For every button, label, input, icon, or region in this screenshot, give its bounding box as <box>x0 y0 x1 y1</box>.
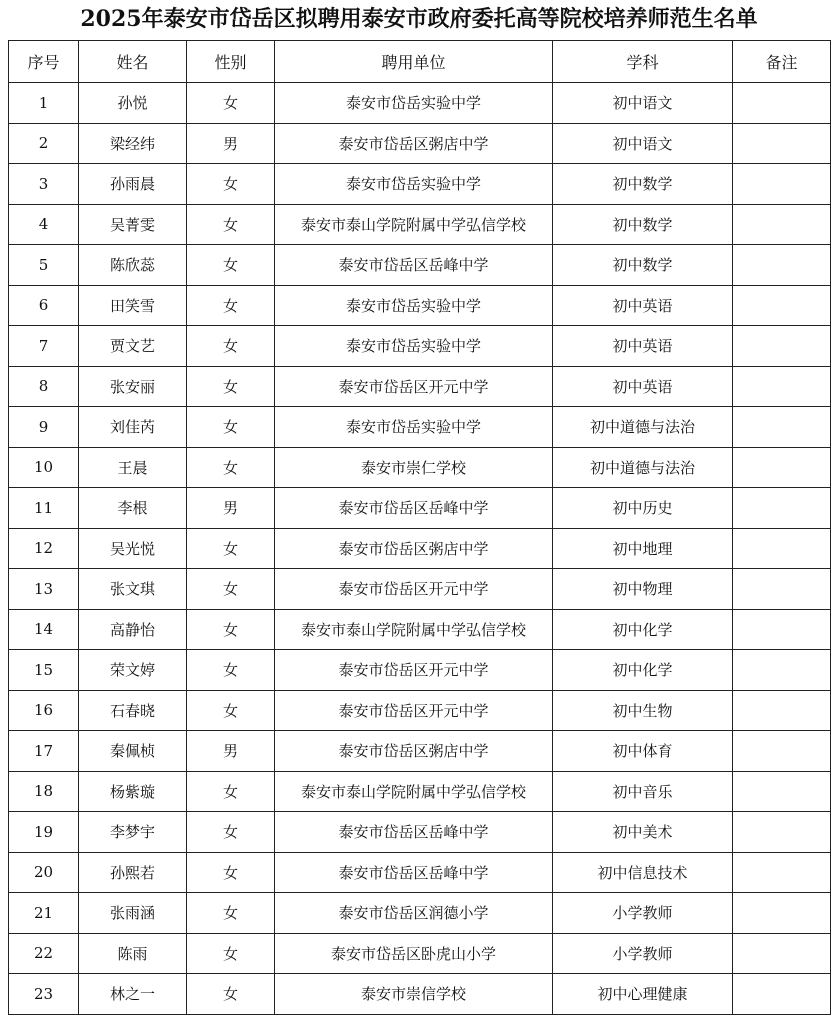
table-row <box>9 771 831 812</box>
employing-unit: 泰安市岱岳区开元中学 <box>275 569 553 610</box>
employing-unit: 泰安市岱岳区岳峰中学 <box>275 488 553 529</box>
row-index: 5 <box>9 245 79 286</box>
table-row <box>9 164 831 205</box>
gender: 男 <box>187 123 275 164</box>
row-index: 17 <box>9 731 79 772</box>
employing-unit: 泰安市泰山学院附属中学弘信学校 <box>275 609 553 650</box>
gender: 女 <box>187 690 275 731</box>
table-row <box>9 447 831 488</box>
row-index: 4 <box>9 204 79 245</box>
remark <box>733 893 831 934</box>
subject: 初中心理健康 <box>553 974 733 1015</box>
gender: 女 <box>187 650 275 691</box>
row-index: 14 <box>9 609 79 650</box>
table-row <box>9 650 831 691</box>
subject: 初中历史 <box>553 488 733 529</box>
page-title: 2025年泰安市岱岳区拟聘用泰安市政府委托高等院校培养师范生名单 <box>80 6 758 32</box>
person-name: 孙熙若 <box>79 852 187 893</box>
row-index: 1 <box>9 83 79 124</box>
subject: 初中信息技术 <box>553 852 733 893</box>
subject: 初中物理 <box>553 569 733 610</box>
table-row <box>9 609 831 650</box>
subject: 初中英语 <box>553 326 733 367</box>
gender: 女 <box>187 447 275 488</box>
remark <box>733 83 831 124</box>
gender: 女 <box>187 326 275 367</box>
remark <box>733 974 831 1015</box>
person-name: 秦佩桢 <box>79 731 187 772</box>
roster-table <box>8 40 831 1015</box>
employing-unit: 泰安市岱岳区粥店中学 <box>275 731 553 772</box>
subject: 小学教师 <box>553 933 733 974</box>
person-name: 吴菁雯 <box>79 204 187 245</box>
remark <box>733 204 831 245</box>
person-name: 梁经纬 <box>79 123 187 164</box>
remark <box>733 326 831 367</box>
subject: 初中音乐 <box>553 771 733 812</box>
row-index: 11 <box>9 488 79 529</box>
remark <box>733 407 831 448</box>
person-name: 田笑雪 <box>79 285 187 326</box>
table-row <box>9 326 831 367</box>
person-name: 杨紫璇 <box>79 771 187 812</box>
person-name: 李梦宇 <box>79 812 187 853</box>
subject: 初中生物 <box>553 690 733 731</box>
employing-unit: 泰安市崇仁学校 <box>275 447 553 488</box>
row-index: 8 <box>9 366 79 407</box>
person-name: 张雨涵 <box>79 893 187 934</box>
row-index: 9 <box>9 407 79 448</box>
subject: 初中语文 <box>553 123 733 164</box>
col-name-header: 姓名 <box>79 41 187 83</box>
employing-unit: 泰安市岱岳区岳峰中学 <box>275 812 553 853</box>
table-row <box>9 812 831 853</box>
table-row <box>9 285 831 326</box>
table-row <box>9 123 831 164</box>
gender: 女 <box>187 83 275 124</box>
employing-unit: 泰安市岱岳区开元中学 <box>275 650 553 691</box>
subject: 初中道德与法治 <box>553 447 733 488</box>
person-name: 林之一 <box>79 974 187 1015</box>
subject: 初中化学 <box>553 650 733 691</box>
employing-unit: 泰安市岱岳区粥店中学 <box>275 528 553 569</box>
person-name: 刘佳芮 <box>79 407 187 448</box>
row-index: 20 <box>9 852 79 893</box>
remark <box>733 285 831 326</box>
table-row <box>9 204 831 245</box>
person-name: 孙悦 <box>79 83 187 124</box>
employing-unit: 泰安市泰山学院附属中学弘信学校 <box>275 204 553 245</box>
gender: 女 <box>187 812 275 853</box>
table-row <box>9 245 831 286</box>
row-index: 2 <box>9 123 79 164</box>
person-name: 高静怡 <box>79 609 187 650</box>
employing-unit: 泰安市岱岳区开元中学 <box>275 690 553 731</box>
remark <box>733 650 831 691</box>
subject: 初中数学 <box>553 164 733 205</box>
remark <box>733 123 831 164</box>
remark <box>733 366 831 407</box>
person-name: 石春晓 <box>79 690 187 731</box>
person-name: 王晨 <box>79 447 187 488</box>
subject: 初中美术 <box>553 812 733 853</box>
header-row <box>9 41 831 83</box>
gender: 男 <box>187 488 275 529</box>
gender: 女 <box>187 204 275 245</box>
employing-unit: 泰安市岱岳实验中学 <box>275 407 553 448</box>
row-index: 3 <box>9 164 79 205</box>
employing-unit: 泰安市岱岳区岳峰中学 <box>275 852 553 893</box>
person-name: 张安丽 <box>79 366 187 407</box>
employing-unit: 泰安市岱岳区卧虎山小学 <box>275 933 553 974</box>
remark <box>733 528 831 569</box>
employing-unit: 泰安市岱岳区粥店中学 <box>275 123 553 164</box>
row-index: 16 <box>9 690 79 731</box>
row-index: 21 <box>9 893 79 934</box>
employing-unit: 泰安市崇信学校 <box>275 974 553 1015</box>
person-name: 陈欣蕊 <box>79 245 187 286</box>
remark <box>733 690 831 731</box>
employing-unit: 泰安市泰山学院附属中学弘信学校 <box>275 771 553 812</box>
gender: 女 <box>187 366 275 407</box>
remark <box>733 488 831 529</box>
row-index: 23 <box>9 974 79 1015</box>
subject: 初中数学 <box>553 204 733 245</box>
subject: 初中语文 <box>553 83 733 124</box>
row-index: 12 <box>9 528 79 569</box>
row-index: 15 <box>9 650 79 691</box>
employing-unit: 泰安市岱岳实验中学 <box>275 83 553 124</box>
table-row <box>9 852 831 893</box>
table-body <box>9 83 831 1015</box>
employing-unit: 泰安市岱岳实验中学 <box>275 326 553 367</box>
gender: 女 <box>187 852 275 893</box>
gender: 女 <box>187 893 275 934</box>
table-row <box>9 366 831 407</box>
remark <box>733 852 831 893</box>
table-row <box>9 488 831 529</box>
remark <box>733 812 831 853</box>
person-name: 张文琪 <box>79 569 187 610</box>
employing-unit: 泰安市岱岳区润德小学 <box>275 893 553 934</box>
subject: 初中道德与法治 <box>553 407 733 448</box>
person-name: 孙雨晨 <box>79 164 187 205</box>
table-row <box>9 690 831 731</box>
person-name: 陈雨 <box>79 933 187 974</box>
col-gender-header: 性别 <box>187 41 275 83</box>
gender: 女 <box>187 569 275 610</box>
row-index: 7 <box>9 326 79 367</box>
employing-unit: 泰安市岱岳实验中学 <box>275 285 553 326</box>
gender: 女 <box>187 407 275 448</box>
subject: 初中化学 <box>553 609 733 650</box>
table-row <box>9 569 831 610</box>
gender: 女 <box>187 164 275 205</box>
remark <box>733 731 831 772</box>
col-subject-header: 学科 <box>553 41 733 83</box>
remark <box>733 164 831 205</box>
subject: 小学教师 <box>553 893 733 934</box>
col-remark-header: 备注 <box>733 41 831 83</box>
subject: 初中英语 <box>553 366 733 407</box>
gender: 女 <box>187 285 275 326</box>
table-row <box>9 974 831 1015</box>
remark <box>733 245 831 286</box>
row-index: 18 <box>9 771 79 812</box>
subject: 初中数学 <box>553 245 733 286</box>
table-row <box>9 83 831 124</box>
gender: 女 <box>187 609 275 650</box>
col-index-header: 序号 <box>9 41 79 83</box>
subject: 初中体育 <box>553 731 733 772</box>
table-row <box>9 933 831 974</box>
employing-unit: 泰安市岱岳实验中学 <box>275 164 553 205</box>
row-index: 10 <box>9 447 79 488</box>
remark <box>733 609 831 650</box>
subject: 初中英语 <box>553 285 733 326</box>
row-index: 13 <box>9 569 79 610</box>
row-index: 22 <box>9 933 79 974</box>
employing-unit: 泰安市岱岳区开元中学 <box>275 366 553 407</box>
table-row <box>9 407 831 448</box>
col-unit-header: 聘用单位 <box>275 41 553 83</box>
gender: 女 <box>187 933 275 974</box>
person-name: 荣文婷 <box>79 650 187 691</box>
row-index: 19 <box>9 812 79 853</box>
subject: 初中地理 <box>553 528 733 569</box>
table-row <box>9 528 831 569</box>
gender: 女 <box>187 974 275 1015</box>
gender: 女 <box>187 528 275 569</box>
person-name: 贾文艺 <box>79 326 187 367</box>
remark <box>733 933 831 974</box>
remark <box>733 569 831 610</box>
employing-unit: 泰安市岱岳区岳峰中学 <box>275 245 553 286</box>
table-row <box>9 893 831 934</box>
person-name: 吴光悦 <box>79 528 187 569</box>
remark <box>733 447 831 488</box>
row-index: 6 <box>9 285 79 326</box>
table-row <box>9 731 831 772</box>
person-name: 李根 <box>79 488 187 529</box>
remark <box>733 771 831 812</box>
gender: 男 <box>187 731 275 772</box>
gender: 女 <box>187 245 275 286</box>
gender: 女 <box>187 771 275 812</box>
